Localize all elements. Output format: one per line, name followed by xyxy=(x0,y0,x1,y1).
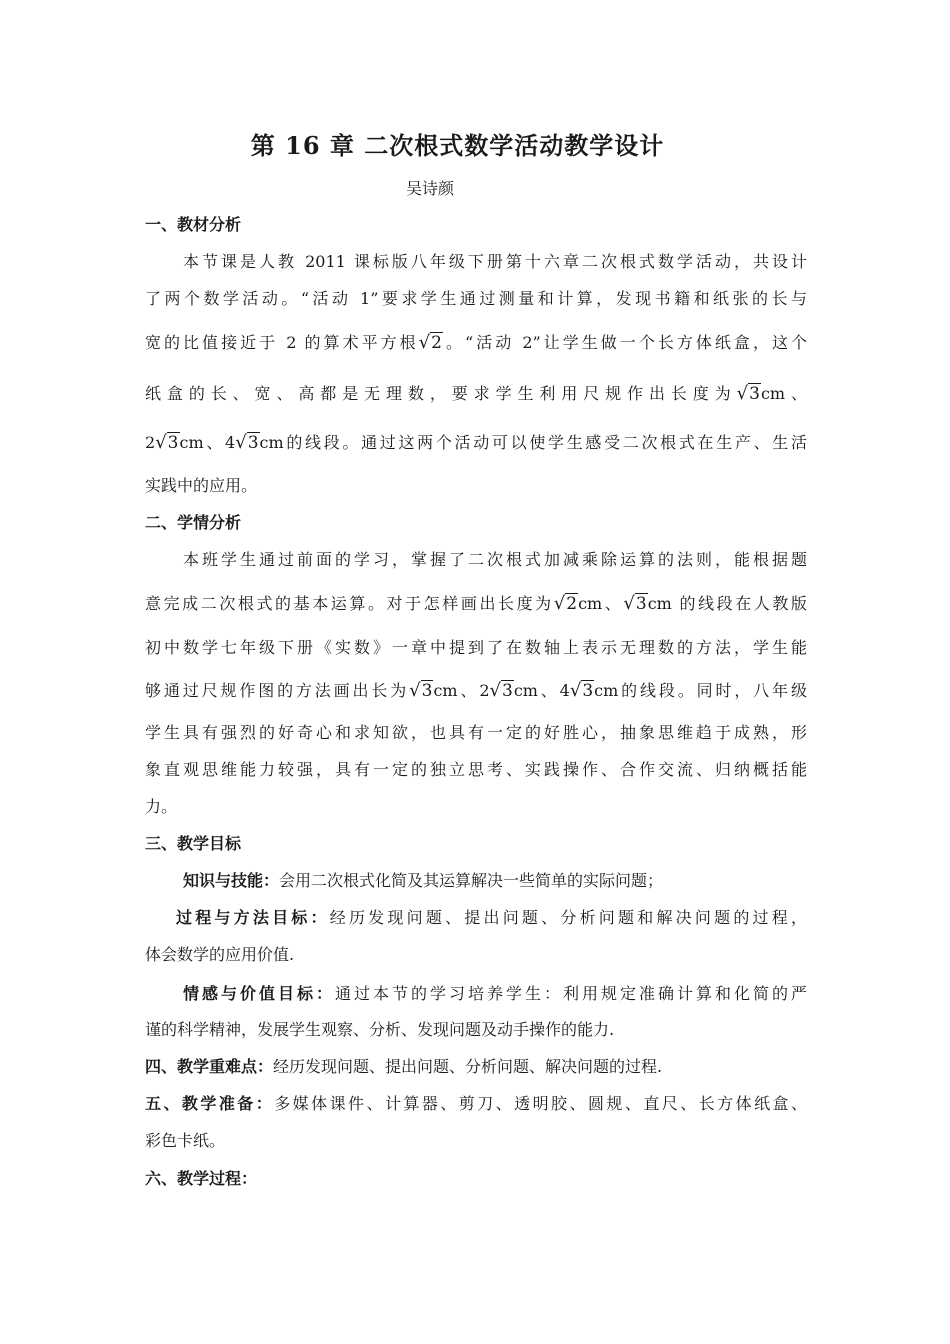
page-title: 第 16 章 二次根式数学活动教学设计 xyxy=(250,131,665,160)
paragraph-line: 体会数学的应用价值. xyxy=(145,945,295,964)
paragraph-line xyxy=(183,870,807,892)
section-heading-4: 四、教学重难点： xyxy=(145,1057,274,1076)
section-heading-1: 一、教材分析 xyxy=(145,215,242,234)
text-run: cm、 xyxy=(760,384,807,403)
paragraph-line: 力。 xyxy=(145,797,178,816)
text-run: cm、4 xyxy=(179,433,236,452)
sqrt-3 xyxy=(155,432,179,454)
author-name: 吴诗颜 xyxy=(405,179,454,198)
paragraph-line: 象直观思维能力较强，具有一定的独立思考、实践操作、合作交流、归纳概括能 xyxy=(145,760,807,779)
text-run: 够通过尺规作图的方法画出长为 xyxy=(145,681,410,700)
sqrt-sign: √ xyxy=(489,680,501,701)
paragraph-line xyxy=(183,983,807,1005)
objective-label: 情感与价值目标： xyxy=(183,984,335,1003)
radicand: 3 xyxy=(635,594,647,614)
sqrt-sign: √ xyxy=(569,680,582,701)
sqrt-sign: √ xyxy=(409,680,421,701)
sqrt-sign: √ xyxy=(235,432,247,453)
sqrt-sign: √ xyxy=(736,383,749,404)
paragraph-line: 了两个数学活动。“活动 1”要求学生通过测量和计算，发现书籍和纸张的长与 xyxy=(145,289,807,308)
paragraph-line: 实践中的应用。 xyxy=(145,476,258,495)
radicand: 3 xyxy=(421,681,433,701)
sqrt-3 xyxy=(737,383,761,405)
section-heading-5: 五、教学准备： xyxy=(145,1094,275,1113)
radicand: 3 xyxy=(167,433,179,453)
text-run: 经历发现问题、提出问题、分析问题和解决问题的过程， xyxy=(329,908,807,927)
radicand: 3 xyxy=(247,433,259,453)
sqrt-2 xyxy=(419,332,443,354)
paragraph-line: 初中数学七年级下册《实数》一章中提到了在数轴上表示无理数的方法，学生能 xyxy=(145,638,807,657)
paragraph-line xyxy=(145,593,807,615)
section-heading-6: 六、教学过程： xyxy=(145,1169,258,1188)
sqrt-sign: √ xyxy=(553,593,566,614)
radicand: 3 xyxy=(501,681,513,701)
sqrt-2 xyxy=(554,593,578,615)
paragraph-line xyxy=(145,432,807,454)
paragraph-line: 彩色卡纸。 xyxy=(145,1131,226,1150)
text-run: 通过本节的学习培养学生：利用规定准确计算和化简的严 xyxy=(335,984,807,1003)
paragraph-line xyxy=(176,907,807,929)
objective-label: 过程与方法目标： xyxy=(176,908,330,927)
text-run: cm 的线段在人教版 xyxy=(647,594,807,613)
section-heading-2: 二、学情分析 xyxy=(145,513,242,532)
sqrt-sign: √ xyxy=(155,432,167,453)
text-run: cm、2 xyxy=(433,681,490,700)
sqrt-3 xyxy=(570,680,594,702)
text-run: cm的线段。通过这两个活动可以使学生感受二次根式在生产、生活 xyxy=(259,433,807,452)
text-run: 经历发现问题、提出问题、分析问题、解决问题的过程. xyxy=(273,1057,663,1076)
paragraph-line: 谨的科学精神，发展学生观察、分析、发现问题及动手操作的能力. xyxy=(145,1020,615,1039)
text-run: cm、4 xyxy=(513,681,570,700)
paragraph-line xyxy=(145,383,807,405)
section-heading-3: 三、教学目标 xyxy=(145,834,242,853)
paragraph-line xyxy=(145,1056,807,1078)
sqrt-3 xyxy=(490,680,514,702)
paragraph-line xyxy=(145,1093,807,1115)
text-run: 多媒体课件、计算器、剪刀、透明胶、圆规、直尺、长方体纸盒、 xyxy=(274,1094,807,1113)
text-run: cm的线段。同时，八年级 xyxy=(594,681,807,700)
objective-label: 知识与技能： xyxy=(183,871,280,890)
text-run: 2 xyxy=(145,433,156,452)
paragraph-line: 本节课是人教 2011 课标版八年级下册第十六章二次根式数学活动，共设计 xyxy=(183,252,807,271)
sqrt-sign: √ xyxy=(418,332,431,353)
text-run: 宽的比值接近于 2 的算术平方根 xyxy=(145,333,419,352)
paragraph-line xyxy=(145,332,807,354)
radicand: 2 xyxy=(566,594,578,614)
radicand: 3 xyxy=(582,681,594,701)
paragraph-line: 本班学生通过前面的学习，掌握了二次根式加减乘除运算的法则，能根据题 xyxy=(183,550,807,569)
paragraph-line: 学生具有强烈的好奇心和求知欲，也具有一定的好胜心，抽象思维趋于成熟，形 xyxy=(145,723,807,742)
text-run: 会用二次根式化简及其运算解决一些简单的实际问题； xyxy=(279,871,664,890)
sqrt-3 xyxy=(409,680,433,702)
text-run: 纸盒的长、宽、高都是无理数，要求学生利用尺规作出长度为 xyxy=(145,384,737,403)
sqrt-3 xyxy=(623,593,647,615)
paragraph-line xyxy=(145,680,807,702)
text-run: cm、 xyxy=(578,594,624,613)
radicand: 2 xyxy=(431,333,442,353)
sqrt-3 xyxy=(235,432,259,454)
text-run: 意完成二次根式的基本运算。对于怎样画出长度为 xyxy=(145,594,554,613)
sqrt-sign: √ xyxy=(623,593,635,614)
radicand: 3 xyxy=(749,384,760,404)
text-run: 。“活动 2”让学生做一个长方体纸盒，这个 xyxy=(442,333,807,352)
